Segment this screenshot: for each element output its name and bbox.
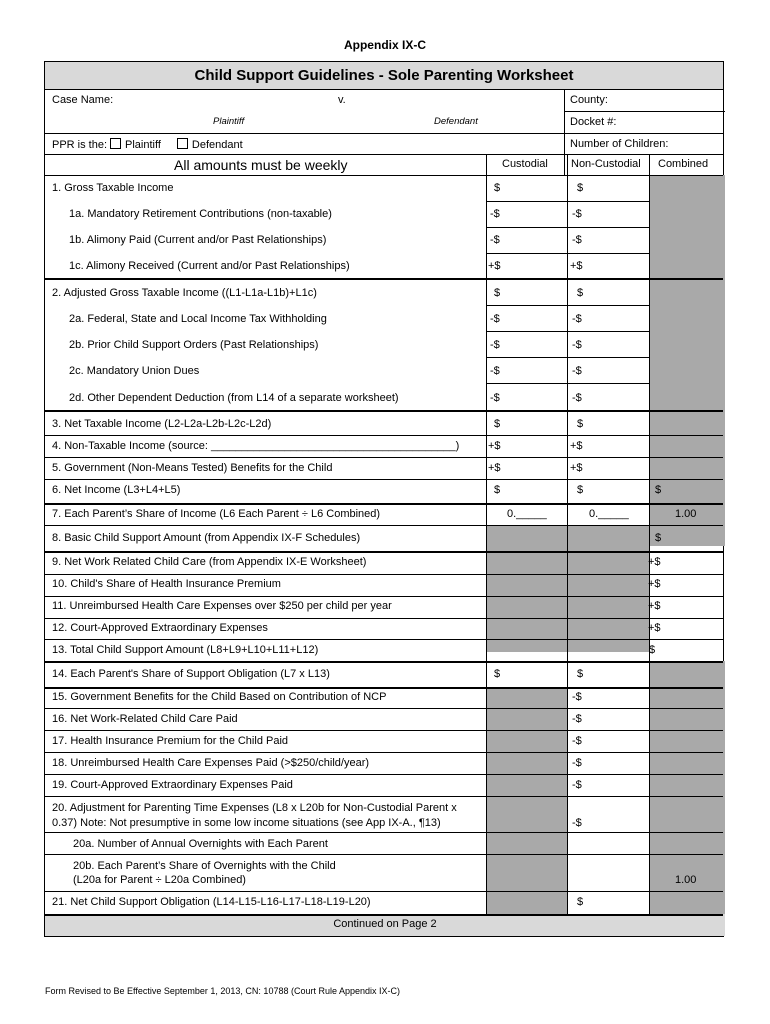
row-1a-label: 1a. Mandatory Retirement Contributions (non-taxable): [69, 208, 332, 220]
combined-shade-14: [649, 661, 725, 687]
row-1-label: 1. Gross Taxable Income: [52, 182, 174, 194]
ppr-row: [52, 138, 243, 151]
row-2c-label: 2c. Mandatory Union Dues: [69, 365, 200, 377]
r9-combined[interactable]: +$: [648, 556, 661, 568]
r13-combined[interactable]: $: [649, 644, 656, 656]
case-name-label: Case Name:: [52, 94, 114, 106]
ppr-defendant-checkbox[interactable]: [177, 138, 188, 149]
row-20a-label: 20a. Number of Annual Overnights with Each Parent: [73, 838, 328, 850]
r17-noncustodial[interactable]: -$: [572, 735, 582, 747]
r5-noncustodial[interactable]: +$: [570, 462, 583, 474]
row-9-label: 9. Net Work Related Child Care (from Appendix IX-E Worksheet): [52, 556, 367, 568]
row-7-label: 7. Each Parent’s Share of Income (L6 Each Parent ÷ L6 Combined): [52, 508, 381, 520]
row-2d-label: 2d. Other Dependent Deduction (from L14 of a separate worksheet): [69, 392, 399, 404]
docket-label[interactable]: Docket #:: [570, 116, 617, 128]
r14-noncustodial[interactable]: $: [577, 668, 584, 680]
custodial-shade-bottom: [486, 687, 567, 914]
r6-noncustodial[interactable]: $: [577, 484, 584, 496]
r1c-noncustodial[interactable]: +$: [570, 260, 583, 272]
r4-noncustodial[interactable]: +$: [570, 440, 583, 452]
r1a-custodial[interactable]: -$: [490, 208, 500, 220]
continued-note: Continued on Page 2: [333, 918, 437, 930]
r1c-custodial[interactable]: +$: [488, 260, 501, 272]
r2-custodial[interactable]: $: [494, 287, 501, 299]
r19-noncustodial[interactable]: -$: [572, 779, 582, 791]
r7-noncustodial[interactable]: 0._____: [589, 508, 629, 520]
r20b-combined: 1.00: [675, 874, 697, 886]
r1b-noncustodial[interactable]: -$: [572, 234, 582, 246]
row-4-label: 4. Non-Taxable Income (source: ________________________________________): [52, 440, 460, 452]
row-11-label: 11. Unreimbursed Health Care Expenses over $250 per child per year: [52, 600, 392, 612]
r3-noncustodial[interactable]: $: [577, 418, 584, 430]
row-19-label: 19. Court-Approved Extraordinary Expenses Paid: [52, 779, 293, 791]
r2b-custodial[interactable]: -$: [490, 339, 500, 351]
row-10-label: 10. Child's Share of Health Insurance Premium: [52, 578, 281, 590]
row-1c-label: 1c. Alimony Received (Current and/or Past Relationships): [69, 260, 350, 272]
r2d-custodial[interactable]: -$: [490, 392, 500, 404]
r12-combined[interactable]: +$: [648, 622, 661, 634]
row-5-label: 5. Government (Non-Means Tested) Benefits for the Child: [52, 462, 333, 474]
r7-combined: 1.00: [675, 508, 697, 520]
r21-noncustodial[interactable]: $: [577, 896, 584, 908]
row-3-label: 3. Net Taxable Income (L2-L2a-L2b-L2c-L2d): [52, 418, 272, 430]
ppr-defendant-label: Defendant: [191, 139, 243, 151]
row-12-label: 12. Court-Approved Extraordinary Expenses: [52, 622, 268, 634]
row-2b-label: 2b. Prior Child Support Orders (Past Relationships): [69, 339, 319, 351]
row-20b-label-line1: 20b. Each Parent’s Share of Overnights with the Child: [73, 860, 336, 872]
r8-combined[interactable]: $: [655, 532, 662, 544]
r1b-custodial[interactable]: -$: [490, 234, 500, 246]
row-15-label: 15. Government Benefits for the Child Based on Contribution of NCP: [52, 691, 387, 703]
r1a-noncustodial[interactable]: -$: [572, 208, 582, 220]
ppr-label: PPR is the:: [52, 139, 108, 151]
num-children-label[interactable]: Number of Children:: [570, 138, 669, 150]
col-combined: Combined: [658, 158, 709, 170]
row-18-label: 18. Unreimbursed Health Care Expenses Paid (>$250/child/year): [52, 757, 370, 769]
form-title: Child Support Guidelines - Sole Parenting Worksheet: [45, 62, 723, 90]
r6-custodial[interactable]: $: [494, 484, 501, 496]
form-footer: Form Revised to Be Effective September 1, 2013, CN: 10788 (Court Rule Appendix IX-C): [45, 986, 401, 996]
r20-noncustodial[interactable]: -$: [572, 817, 582, 829]
r15-noncustodial[interactable]: -$: [572, 691, 582, 703]
row-1b-label: 1b. Alimony Paid (Current and/or Past Relationships): [69, 234, 327, 246]
noncustodial-shade-mid: [567, 525, 649, 652]
r4-custodial[interactable]: +$: [488, 440, 501, 452]
r14-custodial[interactable]: $: [494, 668, 501, 680]
ppr-plaintiff-checkbox[interactable]: [110, 138, 121, 149]
r2c-noncustodial[interactable]: -$: [572, 365, 582, 377]
row-8-label: 8. Basic Child Support Amount (from Appendix IX-F Schedules): [52, 532, 361, 544]
r18-noncustodial[interactable]: -$: [572, 757, 582, 769]
appendix-label: Appendix IX-C: [343, 38, 426, 52]
ppr-plaintiff-label: Plaintiff: [125, 139, 161, 151]
row-14-label: 14. Each Parent's Share of Support Obligation (L7 x L13): [52, 668, 330, 680]
row-6-label: 6. Net Income (L3+L4+L5): [52, 484, 181, 496]
row-21-label: 21. Net Child Support Obligation (L14-L15-L16-L17-L18-L19-L20): [52, 896, 371, 908]
row-20b-label-line2: (L20a for Parent ÷ L20a Combined): [73, 874, 246, 886]
r10-combined[interactable]: +$: [648, 578, 661, 590]
r7-custodial[interactable]: 0._____: [507, 508, 547, 520]
r11-combined[interactable]: +$: [648, 600, 661, 612]
col-noncustodial: Non-Custodial: [571, 158, 641, 170]
r6-combined[interactable]: $: [655, 484, 662, 496]
r1-custodial[interactable]: $: [494, 182, 501, 194]
r2c-custodial[interactable]: -$: [490, 365, 500, 377]
versus-label: v.: [338, 94, 346, 106]
worksheet-form: [44, 61, 724, 937]
col-custodial: Custodial: [502, 158, 548, 170]
r2a-custodial[interactable]: -$: [490, 313, 500, 325]
r1-noncustodial[interactable]: $: [577, 182, 584, 194]
r16-noncustodial[interactable]: -$: [572, 713, 582, 725]
row-17-label: 17. Health Insurance Premium for the Child Paid: [52, 735, 289, 747]
row-20-label-line2: 0.37) Note: Not presumptive in some low income situations (see App IX-A., ¶13): [52, 817, 441, 829]
custodial-shade-mid: [486, 525, 567, 652]
r2a-noncustodial[interactable]: -$: [572, 313, 582, 325]
r2d-noncustodial[interactable]: -$: [572, 392, 582, 404]
r5-custodial[interactable]: +$: [488, 462, 501, 474]
r3-custodial[interactable]: $: [494, 418, 501, 430]
row-2a-label: 2a. Federal, State and Local Income Tax Withholding: [69, 313, 327, 325]
row-13-label: 13. Total Child Support Amount (L8+L9+L10+L11+L12): [52, 644, 319, 656]
row-16-label: 16. Net Work-Related Child Care Paid: [52, 713, 238, 725]
defendant-caption: Defendant: [434, 116, 478, 127]
r2b-noncustodial[interactable]: -$: [572, 339, 582, 351]
r2-noncustodial[interactable]: $: [577, 287, 584, 299]
weekly-note: All amounts must be weekly: [174, 157, 348, 173]
row-2-label: 2. Adjusted Gross Taxable Income ((L1-L1a-L1b)+L1c): [52, 287, 317, 299]
row-20-label-line1: 20. Adjustment for Parenting Time Expenses (L8 x L20b for Non-Custodial Parent x: [52, 802, 457, 814]
plaintiff-caption: Plaintiff: [213, 116, 245, 127]
county-label[interactable]: County:: [570, 94, 608, 106]
